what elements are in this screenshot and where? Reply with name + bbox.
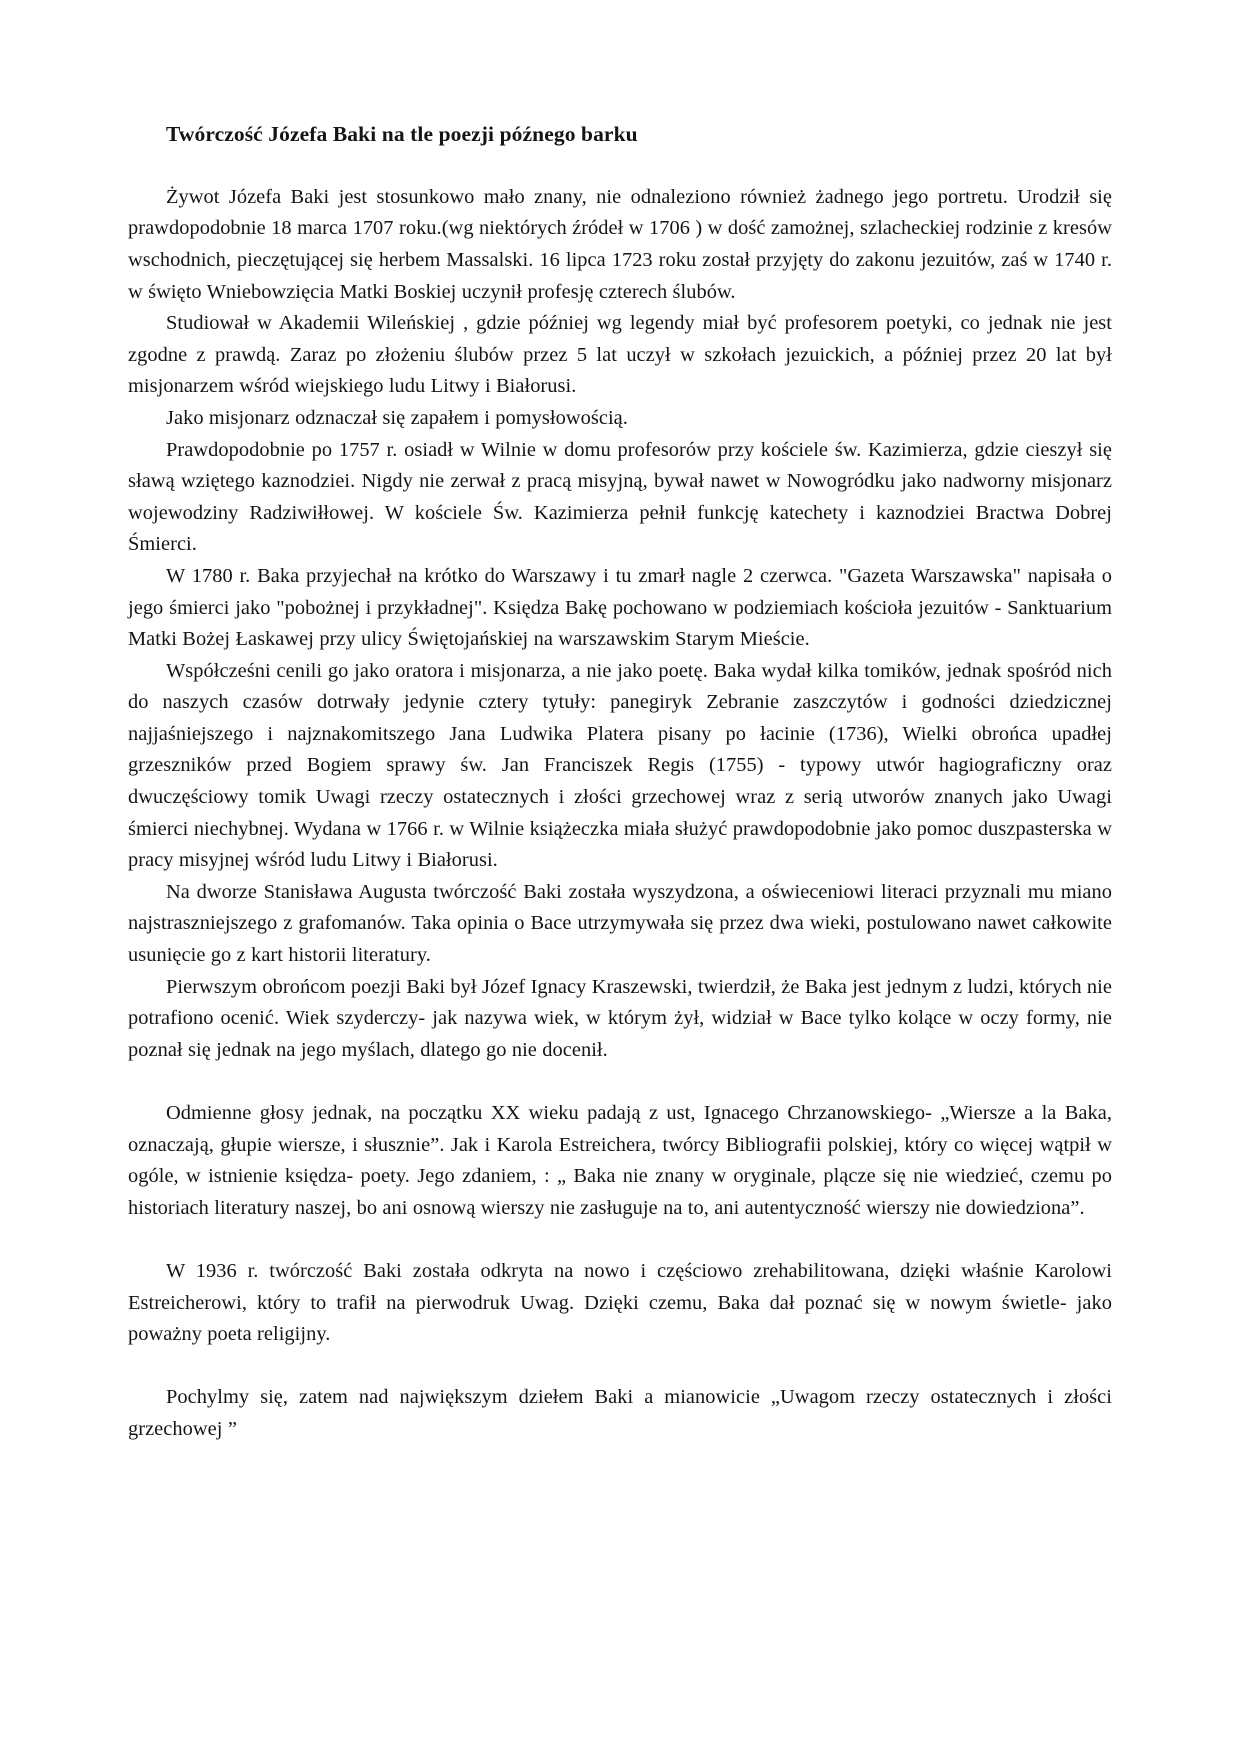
paragraph: Współcześni cenili go jako oratora i misjonarza, a nie jako poetę. Baka wydał kilka tomików, jednak spośród nich do naszych czasów dotrwały jedynie cztery tytuły: panegiryk Zebranie zaszczytów i godności dziedzicznej najjaśniejszego i najznakomitszego Jana Ludwika Platera pisany po łacinie (1736), Wielki obrońca upadłej grzeszników przed Bogiem sprawy św. Jan Franciszek Regis (1755) - typowy utwór hagiograficzny oraz dwuczęściowy tomik Uwagi rzeczy ostatecznych i złości grzechowej wraz z serią utworów znanych jako Uwagi śmierci niechybnej. Wydana w 1766 r. w Wilnie książeczka miała służyć prawdopodobnie jako pomoc duszpasterska w pracy misyjnej wśród ludu Litwy i Białorusi. — [128, 659, 1112, 872]
document-body — [128, 182, 1112, 1446]
page-title: Twórczość Józefa Baki na tle poezji późnego barku — [166, 122, 638, 146]
paragraph: W 1780 r. Baka przyjechał na krótko do Warszawy i tu zmarł nagle 2 czerwca. "Gazeta Warszawska" napisała o jego śmierci jako "pobożnej i przykładnej". Księdza Bakę pochowano w podziemiach kościoła jezuitów - Sanktuarium Matki Bożej Łaskawej przy ulicy Świętojańskiej na warszawskim Starym Mieście. — [128, 564, 1112, 651]
paragraph: Pochylmy się, zatem nad największym dziełem Baki a mianowicie „Uwagom rzeczy ostatecznych i złości grzechowej ” — [128, 1386, 1112, 1440]
paragraph: Na dworze Stanisława Augusta twórczość Baki została wyszydzona, a oświeceniowi literaci przyznali mu miano najstraszniejszego z grafomanów. Taka opinia o Bace utrzymywała się przez dwa wieki, postulowano nawet całkowite usunięcie go z kart historii literatury. — [128, 880, 1112, 967]
paragraph: Pierwszym obrońcom poezji Baki był Józef Ignacy Kraszewski, twierdził, że Baka jest jednym z ludzi, których nie potrafiono ocenić. Wiek szyderczy- jak nazywa wiek, w którym żył, widział w Bace tylko kolące w oczy formy, nie poznał się jednak na jego myślach, dlatego go nie docenił. — [128, 975, 1112, 1061]
paragraph: W 1936 r. twórczość Baki została odkryta na nowo i częściowo zrehabilitowana, dzięki właśnie Karolowi Estreicherowi, który to trafił na pierwodruk Uwag. Dzięki czemu, Baka dał poznać się w nowym świetle- jako poważny poeta religijny. — [128, 1259, 1112, 1346]
paragraph: Jako misjonarz odznaczał się zapałem i pomysłowością. — [166, 406, 628, 429]
paragraph: Prawdopodobnie po 1757 r. osiadł w Wilnie w domu profesorów przy kościele św. Kazimierza, gdzie cieszył się sławą wziętego kaznodziei. Nigdy nie zerwał z pracą misyjną, bywał nawet w Nowogródku jako nadworny misjonarz wojewodziny Radziwiłłowej. W kościele Św. Kazimierza pełnił funkcję katechety i kaznodziei Bractwa Dobrej Śmierci. — [128, 438, 1112, 556]
paragraph: Odmienne głosy jednak, na początku XX wieku padają z ust, Ignacego Chrzanowskiego- „Wiersze a la Baka, oznaczają, głupie wiersze, i słusznie”. Jak i Karola Estreichera, twórcy Bibliografii polskiej, który co więcej wątpił w ogóle, w istnienie księdza- poety. Jego zdaniem, : „ Baka nie znany w oryginale, plącze się nie wiedzieć, czemu po historiach literatury naszej, bo ani osnową wierszy nie zasługuje na to, ani autentyczność wierszy nie dowiedziona”. — [128, 1102, 1112, 1219]
paragraph: Studiował w Akademii Wileńskiej , gdzie później wg legendy miał być profesorem poetyki, co jednak nie jest zgodne z prawdą. Zaraz po złożeniu ślubów przez 5 lat uczył w szkołach jezuickich, a później przez 20 lat był misjonarzem wśród wiejskiego ludu Litwy i Białorusi. — [128, 312, 1112, 398]
paragraph: Żywot Józefa Baki jest stosunkowo mało znany, nie odnaleziono również żadnego jego portretu. Urodził się prawdopodobnie 18 marca 1707 roku.(wg niektórych źródeł w 1706 ) w dość zamożnej, szlacheckiej rodzinie z kresów wschodnich, pieczętującej się herbem Massalski. 16 lipca 1723 roku został przyjęty do zakonu jezuitów, zaś w 1740 r. w święto Wniebowzięcia Matki Boskiej uczynił profesję czterech ślubów. — [128, 185, 1112, 303]
